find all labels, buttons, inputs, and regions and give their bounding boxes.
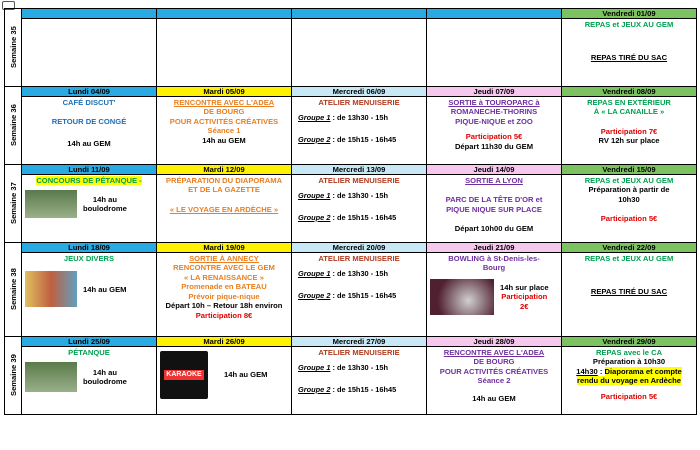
cell-tue: RENCONTRE AVEC L'ADEA DE BOURG POUR ACTIVITÉS CRÉATIVES Séance 1 14h au GEM [157,97,292,165]
cell-wed: ATELIER MENUISERIE Groupe 1 : de 13h30 - 15h Groupe 2 : de 15h15 - 16h45 [292,175,427,243]
cell-fri-0109: REPAS et JEUX AU GEM REPAS TIRÉ DU SAC [562,19,697,87]
day-header: Mardi 12/09 [157,165,292,175]
week-label: Semaine 38 [5,243,22,337]
karaoke-image: KARAOKE [160,351,208,399]
cell-thu: RENCONTRE AVEC L'ADEA DE BOURG POUR ACTIVITÉS CRÉATIVES Séance 2 14h au GEM [427,347,562,415]
cell-wed: ATELIER MENUISERIE Groupe 1 : de 13h30 - 15h Groupe 2 : de 15h15 - 16h45 [292,347,427,415]
petanque-image [25,190,77,218]
activity-calendar [4,8,697,415]
petanque-image [25,362,77,392]
week37-header [5,165,697,175]
day-header: Mardi 19/09 [157,243,292,253]
week39-row [5,347,697,415]
day-header: Lundi 18/09 [22,243,157,253]
cell-thu: BOWLING à St-Denis-les- Bourg 14h sur place Participation 2€ [427,253,562,337]
day-header: Mercredi 13/09 [292,165,427,175]
cell-fri: REPAS avec le CA Préparation à 10h30 14h30 : Diaporama et compte rendu du voyage en Ardèche Participation 5€ [562,347,697,415]
cell-fri: REPAS et JEUX AU GEM Préparation à partir de 10h30 Participation 5€ [562,175,697,243]
day-header: Lundi 11/09 [22,165,157,175]
cell-fri: REPAS et JEUX AU GEM REPAS TIRÉ DU SAC [562,253,697,337]
day-header: Mardi 26/09 [157,337,292,347]
week36-header [5,87,697,97]
cell-thu: SORTIE A LYON PARC DE LA TÊTE D'OR et PIQUE NIQUE SUR PLACE Départ 10h00 du GEM [427,175,562,243]
day-header: Lundi 25/09 [22,337,157,347]
week38-row [5,253,697,337]
day-header: Jeudi 07/09 [427,87,562,97]
cell-tue: KARAOKE 14h au GEM [157,347,292,415]
week-label: Semaine 35 [5,9,22,87]
day-header: Vendredi 08/09 [562,87,697,97]
day-header: Mercredi 06/09 [292,87,427,97]
cell-mon: JEUX DIVERS 14h au GEM [22,253,157,337]
day-header: Jeudi 21/09 [427,243,562,253]
cell-thu: SORTIE à TOUROPARC à ROMANECHE-THORINS PIQUE-NIQUE et ZOO Participation 5€ Départ 11h30 du GEM [427,97,562,165]
cell-wed: ATELIER MENUISERIE Groupe 1 : de 13h30 - 15h Groupe 2 : de 15h15 - 16h45 [292,97,427,165]
day-header: Mercredi 27/09 [292,337,427,347]
cell-wed: ATELIER MENUISERIE Groupe 1 : de 13h30 - 15h Groupe 2 : de 15h15 - 16h45 [292,253,427,337]
day-header: Mardi 05/09 [157,87,292,97]
week36-row [5,97,697,165]
day-header: Vendredi 15/09 [562,165,697,175]
week-label: Semaine 37 [5,165,22,243]
games-image [25,271,77,307]
cell-fri: REPAS EN EXTÉRIEUR À « LA CANAILLE » Participation 7€ RV 12h sur place [562,97,697,165]
week37-row [5,175,697,243]
week-label: Semaine 39 [5,337,22,415]
week35-header [5,9,697,19]
week39-header [5,337,697,347]
cell-mon: PÉTANQUE 14h au boulodrome [22,347,157,415]
cell-mon: CAFÉ DISCUT' RETOUR DE CONGÉ 14h au GEM [22,97,157,165]
bowling-image [430,279,494,315]
cell-tue: SORTIE À ANNECY RENCONTRE AVEC LE GEM « LA RENAISSANCE » Promenade en BATEAU Prévoir pique-nique Départ 10h – Retour 18h environ Participation 8€ [157,253,292,337]
day-header: Lundi 04/09 [22,87,157,97]
cell-mon: CONCOURS DE PÉTANQUE - 14h au boulodrome [22,175,157,243]
week38-header [5,243,697,253]
week-label: Semaine 36 [5,87,22,165]
day-header: Vendredi 22/09 [562,243,697,253]
day-header: Mercredi 20/09 [292,243,427,253]
day-header: Jeudi 28/09 [427,337,562,347]
day-header: Jeudi 14/09 [427,165,562,175]
cell-tue: PRÉPARATION DU DIAPORAMA ET DE LA GAZETTE « LE VOYAGE EN ARDÈCHE » [157,175,292,243]
week35-row [5,19,697,87]
day-header: Vendredi 29/09 [562,337,697,347]
day-header: Vendredi 01/09 [562,9,697,19]
